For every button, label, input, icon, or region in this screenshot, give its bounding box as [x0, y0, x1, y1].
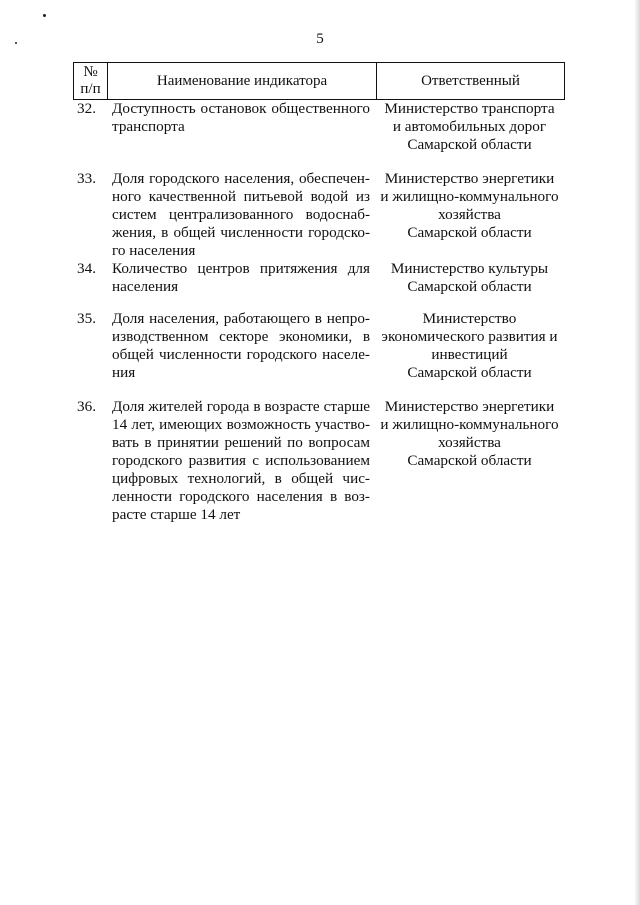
indicator-line: цифровых технологий, в общей чис- [112, 470, 370, 487]
indicator-name [112, 100, 370, 136]
indicator-line: ния [112, 364, 136, 381]
indicator-line: городского развития с использованием [112, 452, 370, 469]
indicator-line: го населения [112, 242, 196, 259]
indicator-name [112, 260, 370, 296]
indicator-line: ленности городского населения в воз- [112, 488, 370, 505]
indicator-line: транспорта [112, 118, 185, 135]
responsible-line: Самарской области [407, 136, 532, 153]
indicator-line: изводственном секторе экономики, в [112, 328, 370, 345]
row-number: 33. [77, 170, 96, 187]
header-number-abbr: п/п [80, 81, 101, 97]
indicator-line: вать в принятии решений по вопросам [112, 434, 370, 451]
row-number: 32. [77, 100, 96, 117]
indicator-name [112, 398, 370, 524]
indicator-line: Доля городского населения, обеспечен- [112, 170, 370, 187]
indicator-line: населения [112, 278, 179, 295]
responsible-line: хозяйства [438, 206, 501, 223]
responsible-line: Министерство энергетики [384, 170, 555, 187]
indicator-line: ного качественной питьевой водой из [112, 188, 370, 205]
table-header [73, 62, 565, 100]
row-number: 34. [77, 260, 96, 277]
indicator-line: Доступность остановок общественного [112, 100, 370, 117]
responsible-line: Министерство [422, 310, 517, 327]
row-number: 35. [77, 310, 96, 327]
responsible-line: Министерство энергетики [384, 398, 555, 415]
responsible-line: Самарской области [407, 278, 532, 295]
indicator-line: жения, в общей численности городско- [112, 224, 370, 241]
responsible-line: и жилищно-коммунального [380, 188, 559, 205]
responsible-line: экономического развития и [381, 328, 558, 345]
row-number: 36. [77, 398, 96, 415]
responsible-body [374, 170, 565, 242]
responsible-line: хозяйства [438, 434, 501, 451]
header-number-sign: № [83, 64, 98, 80]
responsible-body [374, 310, 565, 382]
responsible-line: Министерство культуры [390, 260, 549, 277]
indicator-name [112, 170, 370, 260]
responsible-body [374, 260, 565, 296]
header-number [74, 63, 108, 99]
responsible-line: Самарской области [407, 452, 532, 469]
indicator-line: Доля населения, работающего в непро- [112, 310, 370, 327]
page-edge-shadow [634, 0, 640, 905]
header-responsible: Ответственный [421, 72, 520, 89]
indicator-line: систем централизованного водоснаб- [112, 206, 370, 223]
responsible-line: Министерство транспорта [384, 100, 555, 117]
responsible-body [374, 398, 565, 470]
indicator-line: Доля жителей города в возрасте старше [112, 398, 370, 415]
responsible-line: инвестиций [431, 346, 508, 363]
responsible-line: Самарской области [407, 364, 532, 381]
indicator-line: Количество центров притяжения для [112, 260, 370, 277]
responsible-body [374, 100, 565, 154]
page-number: 5 [316, 31, 324, 47]
indicator-line: 14 лет, имеющих возможность участво- [112, 416, 370, 433]
indicator-name [112, 310, 370, 382]
header-indicator: Наименование индикатора [108, 63, 377, 99]
indicator-line: общей численности городского населе- [112, 346, 370, 363]
responsible-line: и жилищно-коммунального [380, 416, 559, 433]
responsible-line: и автомобильных дорог [392, 118, 547, 135]
indicator-line: расте старше 14 лет [112, 506, 241, 523]
scan-speck [43, 14, 46, 17]
responsible-line: Самарской области [407, 224, 532, 241]
